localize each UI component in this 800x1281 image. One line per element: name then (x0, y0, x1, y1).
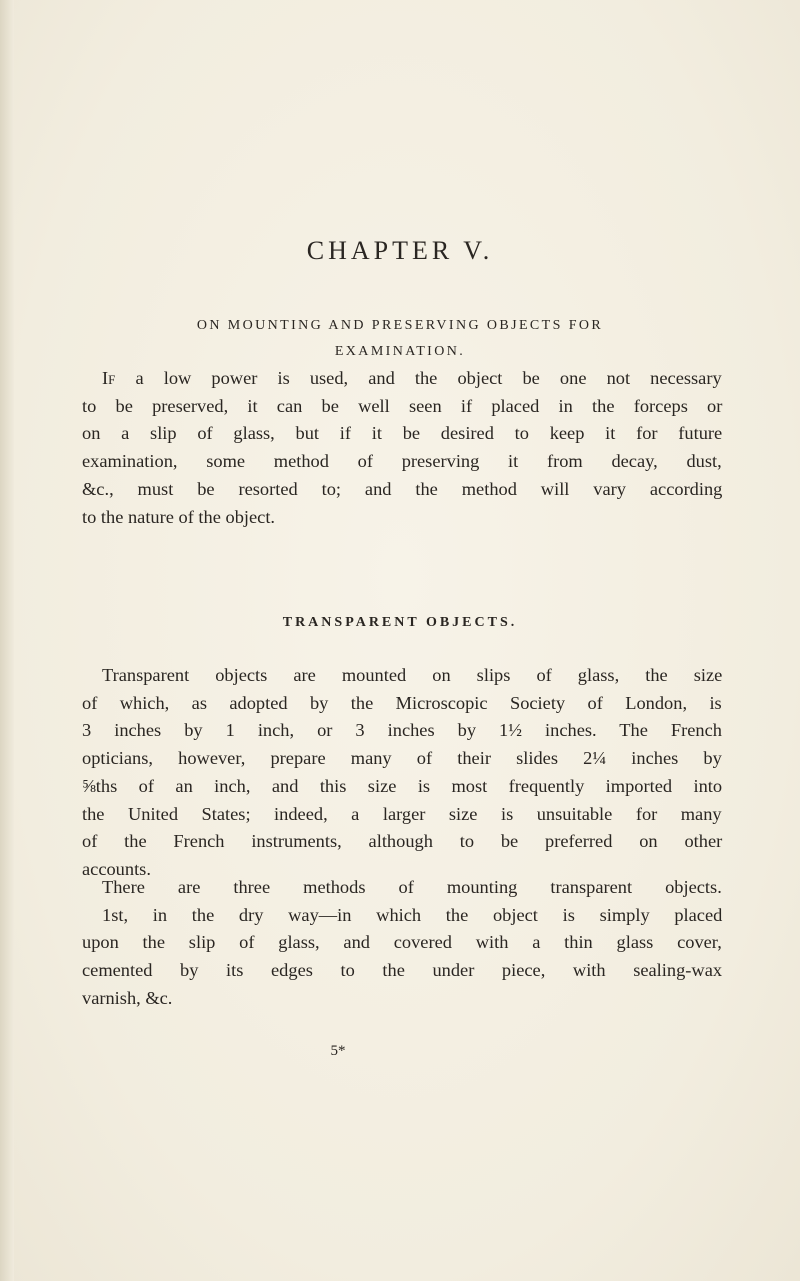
page-spine-shadow (0, 0, 14, 1281)
chapter-subtitle-line-2: EXAMINATION. (334, 344, 466, 359)
paragraph-line: to be preserved, it can be well seen if placed in the forceps or (82, 395, 723, 416)
paragraph-line: &c., must be resorted to; and the method will vary according (82, 478, 723, 499)
paragraph-line: Transparent objects are mounted on slips of glass, the size (102, 665, 723, 685)
paragraph-line: varnish, &c. (82, 987, 173, 1008)
chapter-subtitle-line-1: ON MOUNTING AND PRESERVING OBJECTS FOR (196, 318, 604, 333)
paragraph-line: the United States; indeed, a larger size is unsuitable for many (82, 803, 722, 824)
intro-paragraph (82, 365, 722, 531)
paragraph-line: opticians, however, prepare many of their slides 2¼ inches by (82, 748, 722, 769)
section-paragraph-2 (82, 874, 722, 1013)
paragraph-line: 1st, in the dry way—in which the object is simply placed (102, 904, 723, 925)
line-text: a low power is used, and the object be one not necessary (115, 368, 722, 388)
paragraph-line: ⅝ths of an inch, and this size is most frequently imported into (82, 775, 723, 796)
paragraph-line: upon the slip of glass, and covered with a thin glass cover, (82, 932, 722, 953)
chapter-subtitle (130, 313, 670, 365)
paragraph-line: 3 inches by 1 inch, or 3 inches by 1½ inches. The French (82, 720, 722, 741)
paragraph-line: examination, some method of preserving it from decay, dust, (82, 451, 722, 472)
drop-word: If (102, 368, 116, 388)
paragraph-line: of which, as adopted by the Microscopic Society of London, is (82, 692, 722, 713)
paragraph-line (82, 365, 722, 393)
paragraph-line: to the nature of the object. (82, 506, 276, 527)
paragraph-line: of the French instruments, although to be preferred on other (82, 831, 723, 852)
paragraph-line: There are three methods of mounting transparent objects. (102, 877, 722, 897)
signature-mark: 5* (330, 1043, 346, 1059)
section-heading: TRANSPARENT OBJECTS. (282, 615, 518, 630)
paragraph-line: accounts. (82, 858, 151, 879)
chapter-heading: CHAPTER V. (306, 236, 494, 265)
paragraph-line: cemented by its edges to the under piece, with sealing-wax (82, 960, 723, 981)
paragraph-line: on a slip of glass, but if it be desired to keep it for future (82, 423, 723, 444)
section-paragraph-1 (82, 662, 722, 884)
